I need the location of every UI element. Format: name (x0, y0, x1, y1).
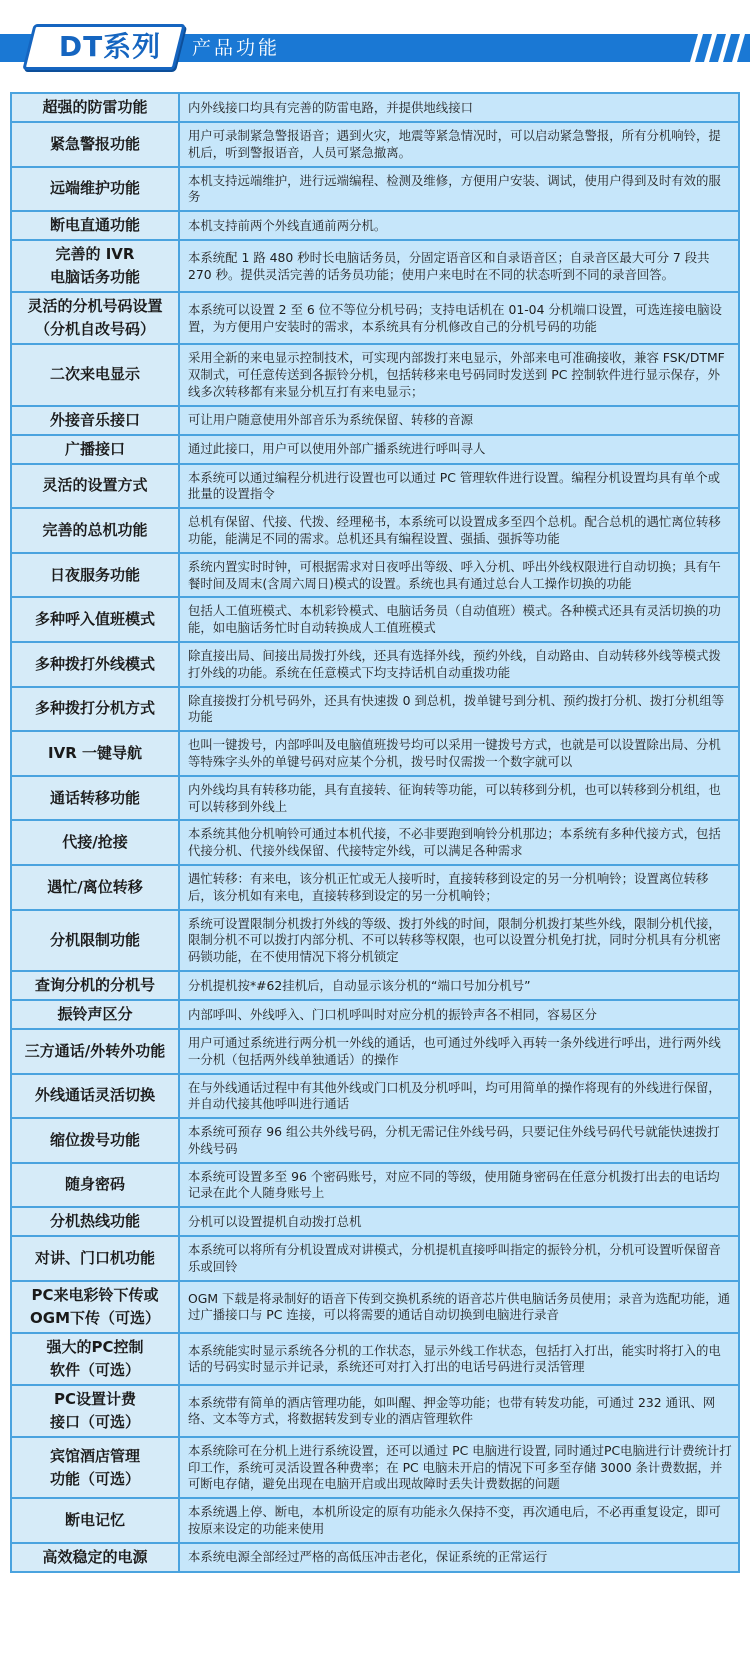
feature-description-cell (180, 972, 738, 999)
feature-name: 通话转移功能 (12, 777, 180, 820)
feature-description: 本系统可以通过编程分机进行设置也可以通过 PC 管理软件进行设置。编程分机设置均具有单个或批量的设置指令 (188, 469, 721, 502)
feature-description-cell (180, 1237, 738, 1280)
feature-description-cell (180, 1001, 738, 1028)
feature-name: 查询分机的分机号 (12, 972, 180, 999)
feature-description-cell (180, 1075, 738, 1118)
feature-description: 在与外线通话过程中有其他外线或门口机及分机呼叫，均可用简单的操作将现有的外线进行保留，并自动代接其他呼叫进行通话 (188, 1079, 721, 1112)
feature-row (12, 1028, 738, 1073)
series-logo-text: DT系列 (58, 30, 162, 63)
feature-description-cell (180, 94, 738, 121)
feature-description: 系统内置实时时钟，可根据需求对日夜呼出等级、呼入分机、呼出外线权限进行自动切换；具有午餐时间及周末(含周六周日)模式的设置。系统也具有通过总台人工操作切换的功能 (188, 558, 721, 591)
feature-name: 强大的PC控制 软件（可选） (12, 1334, 180, 1384)
feature-description-cell (180, 554, 738, 597)
feature-description: 内外线接口均具有完善的防雷电路，并提供地线接口 (188, 99, 473, 115)
feature-description-cell (180, 1499, 738, 1542)
feature-description-cell (180, 465, 738, 508)
feature-description: 也叫一键拨号，内部呼叫及电脑值班拨号均可以采用一键拨号方式，也就是可以设置除出局、分机等特殊字头外的单键号码对应某个分机，拨号时仅需拨一个数字就可以 (188, 737, 721, 769)
feature-row (12, 1497, 738, 1542)
feature-name: 多种拨打分机方式 (12, 688, 180, 731)
feature-description: 本系统除可在分机上进行系统设置，还可以通过 PC 电脑进行设置, 同时通过PC电脑进行计费统计打印工作，系统可灵活设置各种费率；在 PC 电脑未开启的情况下可多至存储 3000 条计费数据，并可断电存储，避免出现在电脑开启或出现故障时丢失计费数据的问题 (188, 1442, 732, 1492)
feature-name: PC设置计费 接口（可选） (12, 1386, 180, 1436)
feature-row (12, 121, 738, 166)
feature-row (12, 94, 738, 121)
feature-name: 分机限制功能 (12, 911, 180, 970)
header-banner (0, 0, 750, 78)
feature-row (12, 1332, 738, 1384)
feature-row (12, 686, 738, 731)
feature-description: 本机支持远端维护，进行远端编程、检测及维修，方便用户安装、调试，使用户得到及时有效的服务 (188, 172, 721, 205)
feature-row (12, 970, 738, 999)
feature-name: 多种呼入值班模式 (12, 598, 180, 641)
feature-name: 完善的 IVR 电脑话务功能 (12, 241, 180, 291)
feature-description-cell (180, 293, 738, 343)
feature-description: 通过此接口，用户可以使用外部广播系统进行呼叫寻人 (188, 441, 486, 457)
feature-description-cell (180, 1030, 738, 1073)
feature-name: 超强的防雷功能 (12, 94, 180, 121)
feature-description-cell (180, 123, 738, 166)
feature-description: 分机提机按*#62挂机后，自动显示该分机的“端口号加分机号” (188, 977, 531, 993)
feature-description: 用户可通过系统进行两分机一外线的通话，也可通过外线呼入再转一条外线进行呼出，进行两外线一分机（包括两外线单独通话）的操作 (188, 1034, 721, 1067)
feature-row (12, 1542, 738, 1571)
feature-description-cell (180, 866, 738, 909)
feature-row (12, 1436, 738, 1497)
feature-row (12, 1384, 738, 1436)
feature-row (12, 463, 738, 508)
feature-description: 除直接出局、间接出局拨打外线，还具有选择外线，预约外线，自动路由、自动转移外线等模式拨打外线的功能。系统在任意模式下均支持话机自动重拨功能 (188, 647, 721, 680)
feature-description-cell (180, 345, 738, 404)
feature-description-cell (180, 1164, 738, 1207)
feature-name: 远端维护功能 (12, 168, 180, 211)
feature-description: 除直接拨打分机号码外，还具有快速拨 0 到总机，拨单键号到分机、预约拨打分机、拨打分机组等功能 (188, 692, 725, 725)
feature-description-cell (180, 911, 738, 970)
feature-description-cell (180, 212, 738, 239)
feature-name: 日夜服务功能 (12, 554, 180, 597)
feature-description: 本系统遇上停、断电，本机所设定的原有功能永久保持不变，再次通电后，不必再重复设定，即可按原来设定的功能来使用 (188, 1504, 721, 1537)
feature-name: 外接音乐接口 (12, 407, 180, 434)
feature-name: 随身密码 (12, 1164, 180, 1207)
feature-description-cell (180, 436, 738, 463)
feature-description: 本系统可以设置 2 至 6 位不等位分机号码；支持电话机在 01-04 分机端口设置，可选连接电脑设置，为方便用户安装时的需求，本系统具有分机修改自己的分机号码的功能 (188, 301, 722, 334)
feature-row (12, 1162, 738, 1207)
feature-name: 对讲、门口机功能 (12, 1237, 180, 1280)
feature-description: 内外线均具有转移功能，具有直接转、征询转等功能，可以转移到分机，也可以转移到分机组，也可以转移到外线上 (188, 781, 721, 814)
feature-name: PC来电彩铃下传或 OGM下传（可选） (12, 1282, 180, 1332)
feature-row (12, 596, 738, 641)
feature-description: 本系统其他分机响铃可通过本机代接，不必非要跑到响铃分机那边；本系统有多种代接方式，包括代接分机、代接外线保留、代接特定外线，可以满足各种需求 (188, 826, 721, 859)
feature-description: 本系统可以将所有分机设置成对讲模式，分机提机直接呼叫指定的振铃分机，分机可设置听保留音乐或回铃 (188, 1242, 721, 1275)
feature-table (10, 92, 740, 1573)
feature-description: 包括人工值班模式、本机彩铃模式、电脑话务员（自动值班）模式。各种模式还具有灵活切换的功能，如电脑话务忙时自动转换成人工值班模式 (188, 603, 721, 636)
feature-row (12, 166, 738, 211)
feature-name: 代接/抢接 (12, 821, 180, 864)
feature-description-cell (180, 509, 738, 552)
feature-row (12, 343, 738, 404)
feature-row (12, 405, 738, 434)
feature-description-cell (180, 1438, 738, 1497)
feature-description: 本系统带有简单的酒店管理功能，如叫醒、押金等功能；也带有转发功能，可通过 232 通讯、网络、文本等方式，将数据转发到专业的酒店管理软件 (188, 1394, 716, 1427)
feature-row (12, 1280, 738, 1332)
feature-description: OGM 下载是将录制好的语音下传到交换机系统的语音芯片供电脑话务员使用；录音为选配功能，通过广播接口与 PC 连接，可以将需要的通话自动切换到电脑进行录音 (188, 1290, 730, 1323)
feature-name: 紧急警报功能 (12, 123, 180, 166)
feature-description: 分机可以设置提机自动拨打总机 (188, 1213, 362, 1229)
feature-description-cell (180, 598, 738, 641)
feature-row (12, 641, 738, 686)
feature-row (12, 210, 738, 239)
feature-name: 灵活的设置方式 (12, 465, 180, 508)
feature-description-cell (180, 1334, 738, 1384)
feature-row (12, 1235, 738, 1280)
feature-description: 内部呼叫、外线呼入、门口机呼叫时对应分机的振铃声各不相同，容易区分 (188, 1006, 597, 1022)
feature-description: 遇忙转移：有来电，该分机正忙或无人接听时，直接转移到设定的另一分机响铃；设置离位转移后，该分机如有来电，直接转移到设定的另一分机响铃； (188, 870, 709, 903)
feature-description-cell (180, 688, 738, 731)
feature-name: 分机热线功能 (12, 1208, 180, 1235)
feature-row (12, 1206, 738, 1235)
feature-name: 广播接口 (12, 436, 180, 463)
feature-description: 采用全新的来电显示控制技术，可实现内部拨打来电显示，外部来电可准确接收，兼容 FSK/DTMF 双制式，可任意传送到各振铃分机，包括转移来电号码同时发送到 PC 控制软件进行显示保存，外线多次转移都有来显分机互打有来电显示； (188, 350, 725, 399)
feature-row (12, 864, 738, 909)
feature-row (12, 239, 738, 291)
feature-row (12, 730, 738, 775)
feature-description-cell (180, 407, 738, 434)
feature-row (12, 291, 738, 343)
feature-row (12, 1117, 738, 1162)
feature-description-cell (180, 732, 738, 775)
feature-description-cell (180, 1119, 738, 1162)
feature-row (12, 775, 738, 820)
feature-description-cell (180, 643, 738, 686)
feature-description: 系统可设置限制分机拨打外线的等级、拨打外线的时间，限制分机拨打某些外线，限制分机代接，限制分机不可以拨打内部分机、不可以转移等权限，也可以设置分机免打扰，同时分机具有分机密码锁功能，在不使用情况下将分机锁定 (188, 915, 721, 965)
feature-description: 本系统电源全部经过严格的高低压冲击老化，保证系统的正常运行 (188, 1549, 548, 1565)
feature-row (12, 552, 738, 597)
feature-description: 用户可录制紧急警报语音；遇到火灾，地震等紧急情况时，可以启动紧急警报，所有分机响铃，提机后，听到警报语音，人员可紧急撤离。 (188, 128, 721, 160)
feature-name: 断电直通功能 (12, 212, 180, 239)
feature-name: 高效稳定的电源 (12, 1544, 180, 1571)
feature-row (12, 819, 738, 864)
feature-name: 缩位拨号功能 (12, 1119, 180, 1162)
feature-name: 外线通话灵活切换 (12, 1075, 180, 1118)
feature-description-cell (180, 1282, 738, 1332)
decorative-stripes-icon (676, 34, 750, 62)
feature-row (12, 999, 738, 1028)
feature-name: 三方通话/外转外功能 (12, 1030, 180, 1073)
feature-name: IVR 一键导航 (12, 732, 180, 775)
feature-name: 灵活的分机号码设置 （分机自改号码） (12, 293, 180, 343)
feature-name: 多种拨打外线模式 (12, 643, 180, 686)
feature-description-cell (180, 241, 738, 291)
feature-row (12, 434, 738, 463)
feature-name: 断电记忆 (12, 1499, 180, 1542)
feature-description: 可让用户随意使用外部音乐为系统保留、转移的音源 (188, 412, 473, 428)
feature-description: 本系统可设置多至 96 个密码账号，对应不同的等级，使用随身密码在任意分机拨打出去的电话均记录在此个人随身账号上 (188, 1168, 720, 1201)
feature-description-cell (180, 821, 738, 864)
feature-row (12, 1073, 738, 1118)
feature-name: 宾馆酒店管理 功能（可选） (12, 1438, 180, 1497)
feature-name: 振铃声区分 (12, 1001, 180, 1028)
feature-description: 本系统能实时显示系统各分机的工作状态，显示外线工作状态，包括打入打出，能实时将打入的电话的号码实时显示并记录，系统还可对打入打出的电话号码进行灵活管理 (188, 1342, 721, 1375)
feature-name: 二次来电显示 (12, 345, 180, 404)
feature-description: 总机有保留、代接、代拨、经理秘书，本系统可以设置成多至四个总机。配合总机的遇忙离位转移功能，能满足不同的需求。总机还具有编程设置、强插、强拆等功能 (188, 514, 721, 546)
feature-description-cell (180, 1544, 738, 1571)
feature-description: 本系统配 1 路 480 秒时长电脑话务员，分固定语音区和自录语音区；自录音区最大可分 7 段共 270 秒。提供灵活完善的话务员功能；使用户来电时在不同的状态听到不同的录音回答。 (188, 249, 710, 282)
section-title: 产品功能 (192, 37, 281, 59)
feature-row (12, 507, 738, 552)
feature-row (12, 909, 738, 970)
feature-description-cell (180, 1208, 738, 1235)
feature-description: 本系统可预存 96 组公共外线号码，分机无需记住外线号码，只要记住外线号码代号就能快速拨打外线号码 (188, 1124, 720, 1156)
feature-description-cell (180, 1386, 738, 1436)
feature-description-cell (180, 168, 738, 211)
feature-description: 本机支持前两个外线直通前两分机。 (188, 217, 387, 233)
feature-name: 遇忙/离位转移 (12, 866, 180, 909)
feature-name: 完善的总机功能 (12, 509, 180, 552)
feature-description-cell (180, 777, 738, 820)
